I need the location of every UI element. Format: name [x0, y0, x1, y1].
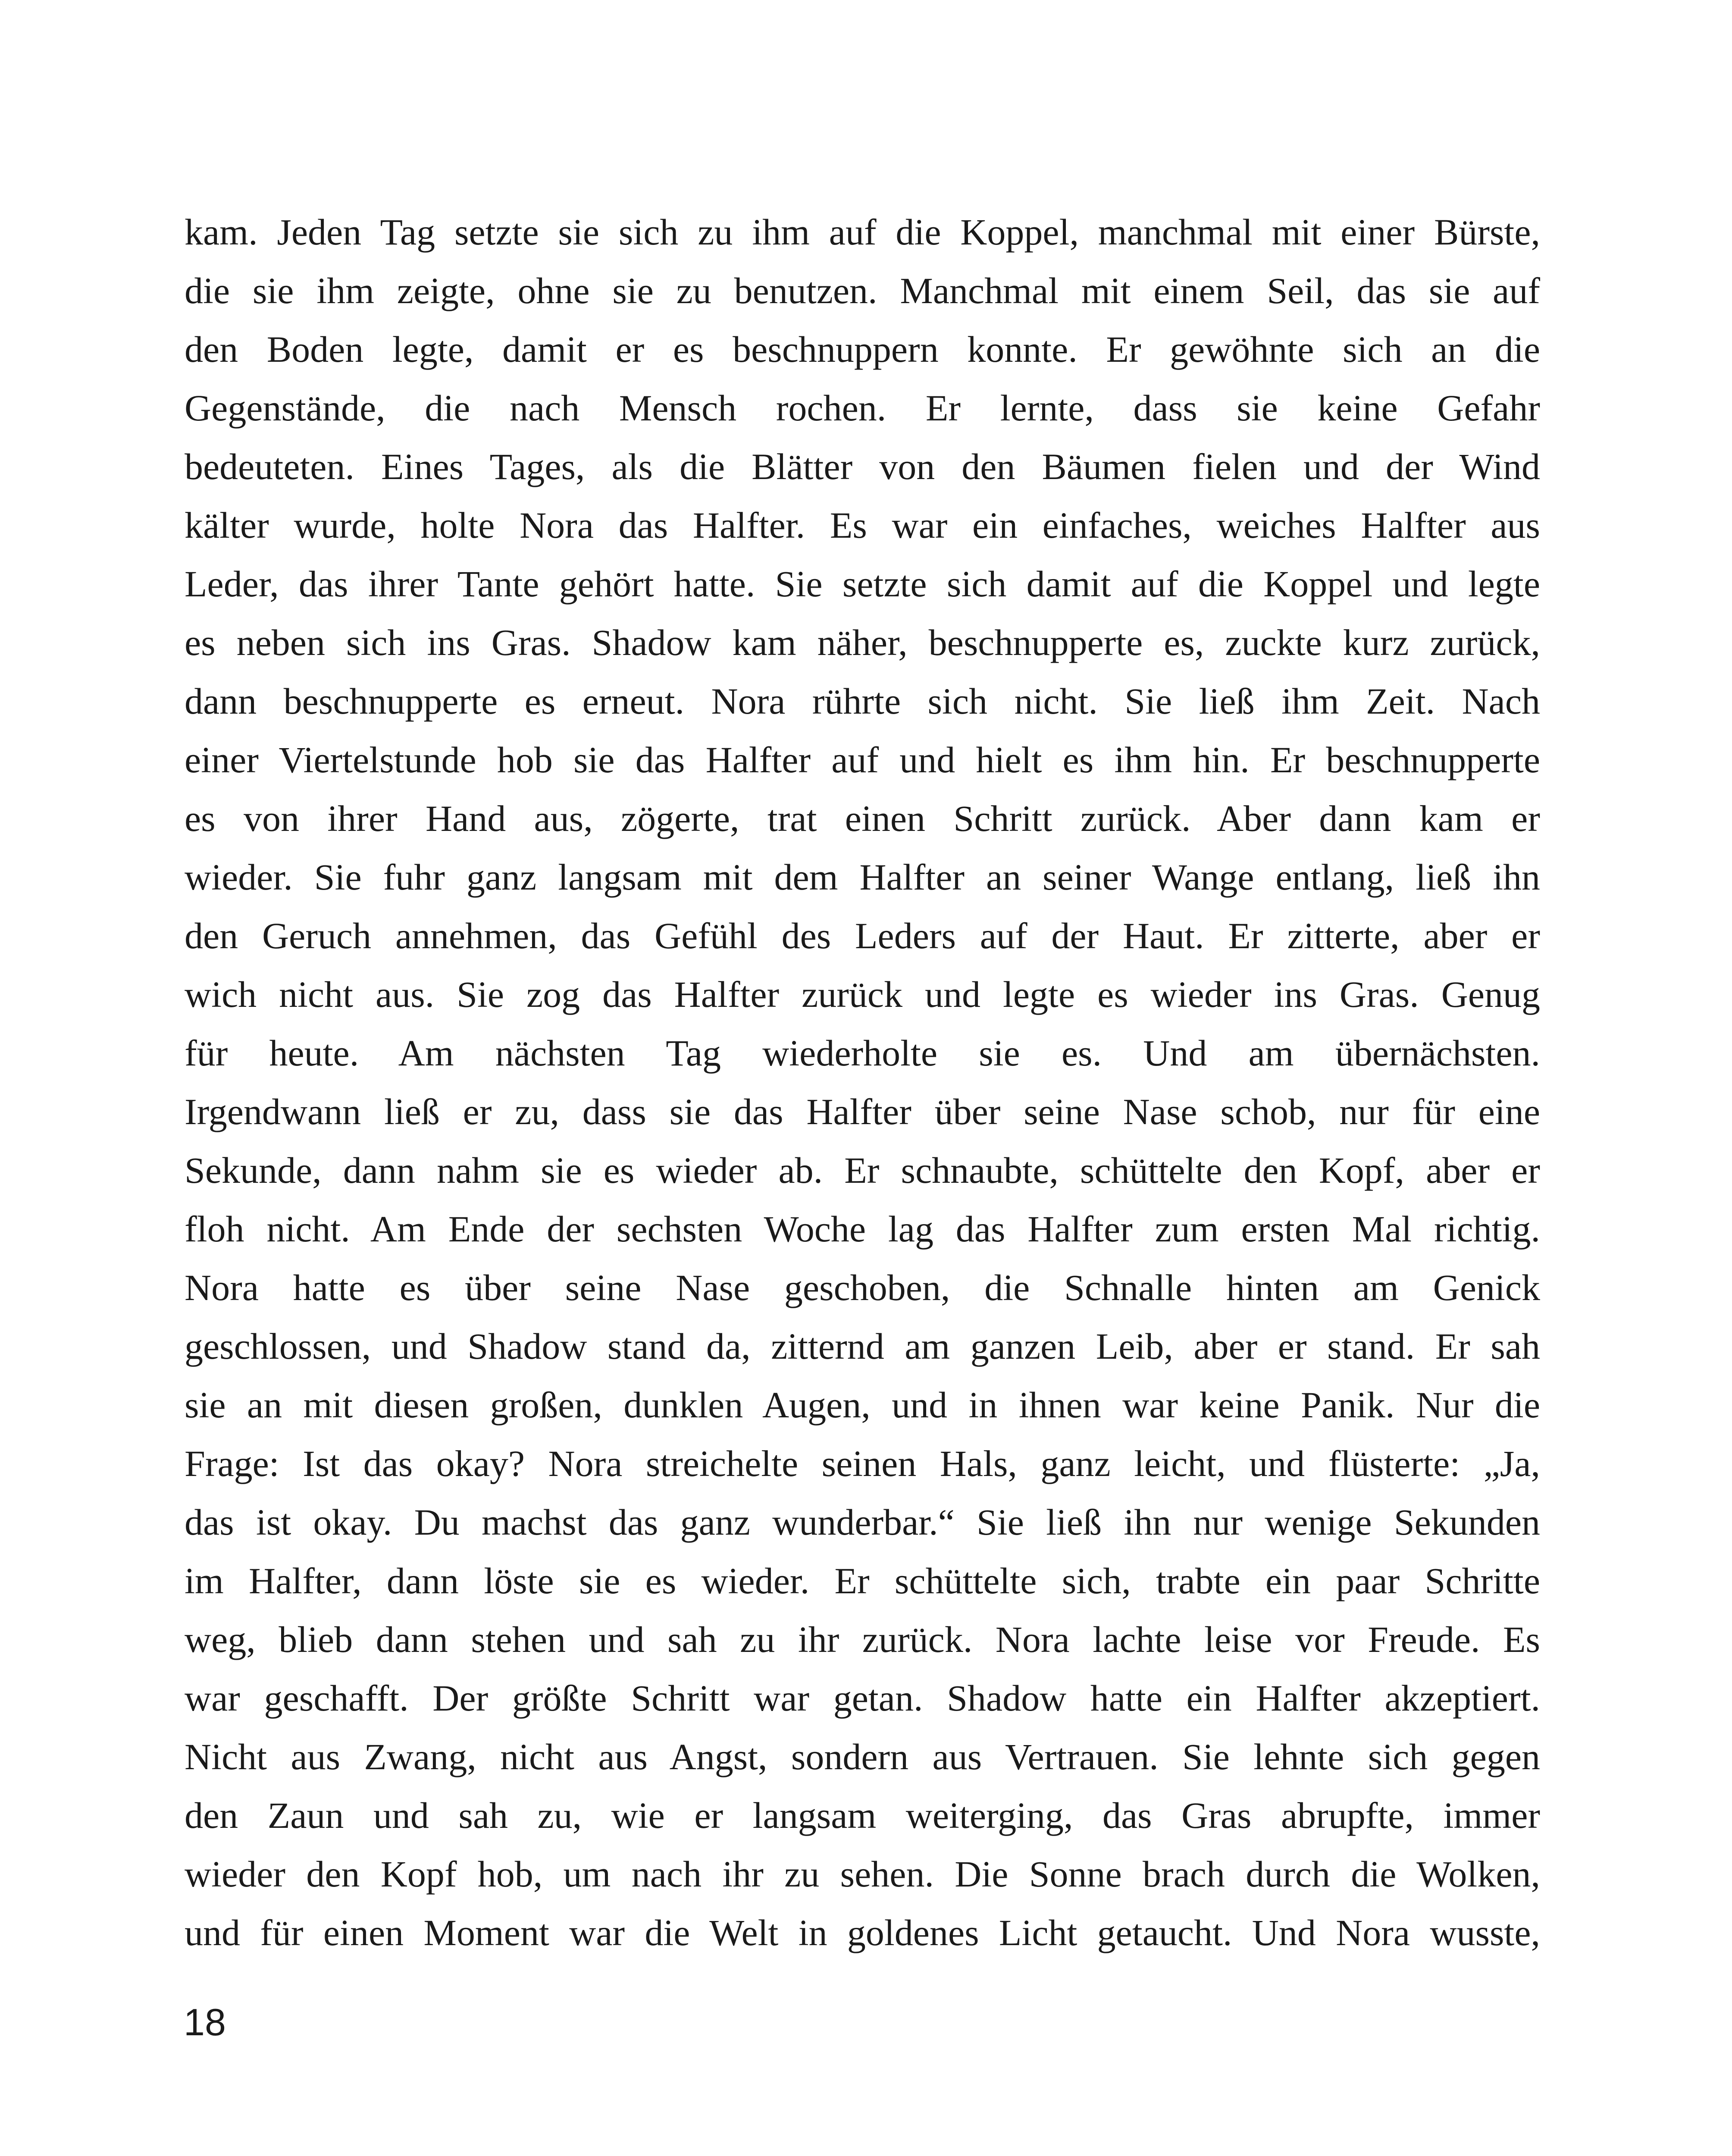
text-line: es neben sich ins Gras. Shadow kam näher, beschnupperte es, zuckte kurz zurück, — [185, 622, 1540, 663]
body-text — [185, 203, 1540, 1962]
text-line: Sekunde, dann nahm sie es wieder ab. Er schnaubte, schüttelte den Kopf, aber er — [185, 1150, 1540, 1191]
text-line: den Boden legte, damit er es beschnuppern konnte. Er gewöhnte sich an die — [185, 329, 1540, 370]
text-line: das ist okay. Du machst das ganz wunderbar.“ Sie ließ ihn nur wenige Sekunden — [185, 1501, 1540, 1543]
text-line: wieder. Sie fuhr ganz langsam mit dem Halfter an seiner Wange entlang, ließ ihn — [185, 856, 1540, 898]
text-line: die sie ihm zeigte, ohne sie zu benutzen. Manchmal mit einem Seil, das sie auf — [185, 270, 1540, 311]
text-line: Nicht aus Zwang, nicht aus Angst, sondern aus Vertrauen. Sie lehnte sich gegen — [185, 1736, 1540, 1777]
text-line: Irgendwann ließ er zu, dass sie das Halfter über seine Nase schob, nur für eine — [185, 1091, 1540, 1132]
text-line: Nora hatte es über seine Nase geschoben, die Schnalle hinten am Genick — [185, 1267, 1540, 1308]
text-line: im Halfter, dann löste sie es wieder. Er schüttelte sich, trabte ein paar Schritte — [185, 1560, 1540, 1601]
text-line: den Geruch annehmen, das Gefühl des Leders auf der Haut. Er zitterte, aber er — [185, 915, 1540, 956]
text-line: weg, blieb dann stehen und sah zu ihr zurück. Nora lachte leise vor Freude. Es — [185, 1619, 1540, 1660]
text-line: und für einen Moment war die Welt in goldenes Licht getaucht. Und Nora wusste, — [185, 1912, 1540, 1953]
text-line: kam. Jeden Tag setzte sie sich zu ihm auf die Koppel, manchmal mit einer Bürste, — [185, 211, 1540, 253]
text-line: wich nicht aus. Sie zog das Halfter zurück und legte es wieder ins Gras. Genug — [185, 974, 1540, 1015]
text-line: war geschafft. Der größte Schritt war getan. Shadow hatte ein Halfter akzeptiert. — [185, 1677, 1540, 1719]
text-line: den Zaun und sah zu, wie er langsam weiterging, das Gras abrupfte, immer — [185, 1795, 1540, 1836]
text-line: geschlossen, und Shadow stand da, zitternd am ganzen Leib, aber er stand. Er sah — [185, 1326, 1540, 1367]
text-line: kälter wurde, holte Nora das Halfter. Es war ein einfaches, weiches Halfter aus — [185, 505, 1540, 546]
text-line: Gegenstände, die nach Mensch rochen. Er lernte, dass sie keine Gefahr — [185, 387, 1540, 429]
text-line: sie an mit diesen großen, dunklen Augen, und in ihnen war keine Panik. Nur die — [185, 1384, 1540, 1426]
text-line: Frage: Ist das okay? Nora streichelte seinen Hals, ganz leicht, und flüsterte: „Ja, — [185, 1443, 1540, 1484]
text-line: dann beschnupperte es erneut. Nora rührte sich nicht. Sie ließ ihm Zeit. Nach — [185, 680, 1540, 722]
text-line: für heute. Am nächsten Tag wiederholte sie es. Und am übernächsten. — [185, 1032, 1540, 1074]
text-line: einer Viertelstunde hob sie das Halfter auf und hielt es ihm hin. Er beschnupperte — [185, 739, 1540, 780]
text-line: wieder den Kopf hob, um nach ihr zu sehen. Die Sonne brach durch die Wolken, — [185, 1853, 1540, 1895]
text-line: bedeuteten. Eines Tages, als die Blätter von den Bäumen fielen und der Wind — [185, 446, 1540, 487]
text-line: es von ihrer Hand aus, zögerte, trat einen Schritt zurück. Aber dann kam er — [185, 798, 1540, 839]
text-line: floh nicht. Am Ende der sechsten Woche lag das Halfter zum ersten Mal richtig. — [185, 1208, 1540, 1250]
text-line: Leder, das ihrer Tante gehört hatte. Sie setzte sich damit auf die Koppel und legte — [185, 563, 1540, 605]
page-number: 18 — [184, 2001, 226, 2043]
